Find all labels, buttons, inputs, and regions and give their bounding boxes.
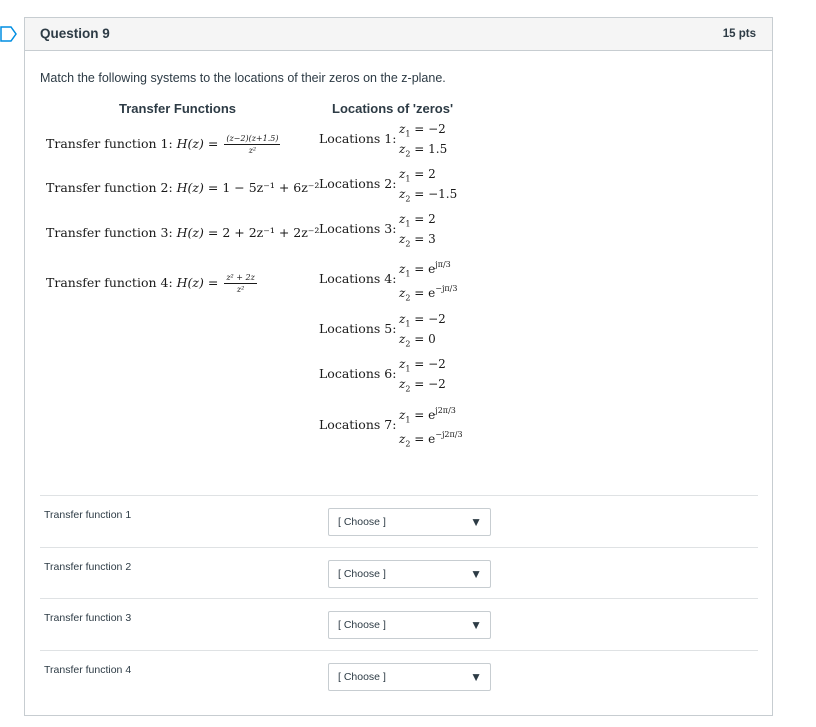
chevron-down-icon: ▼ bbox=[470, 670, 482, 684]
locations-heading: Locations of 'zeros' bbox=[332, 101, 454, 116]
tf1-lhs: H(z) = bbox=[176, 136, 219, 151]
row-divider bbox=[40, 495, 758, 496]
answer-3-selected: [ Choose ] bbox=[338, 619, 386, 631]
row-divider bbox=[40, 598, 758, 599]
transfer-functions-heading: Transfer Functions bbox=[119, 101, 237, 116]
location-4-z2: $z_2 = e^{-j\pi/3}$ bbox=[399, 284, 458, 303]
tf1-fraction bbox=[224, 133, 280, 156]
location-1-z1: $z_1 = -2$ bbox=[399, 122, 446, 139]
location-5-z1: $z_1 = -2$ bbox=[399, 312, 446, 329]
answer-1-select[interactable] bbox=[328, 508, 491, 536]
location-2-label: Locations 2: bbox=[319, 176, 397, 191]
tf3-expression: 2 + 2z⁻¹ + 2z⁻² bbox=[222, 225, 320, 240]
location-4-label: Locations 4: bbox=[319, 271, 397, 286]
answer-row-4-label: Transfer function 4 bbox=[44, 664, 132, 676]
chevron-down-icon: ▼ bbox=[470, 618, 482, 632]
location-7-z1: $z_1 = e^{j2\pi/3}$ bbox=[399, 406, 456, 425]
question-header bbox=[25, 18, 772, 51]
question-points: 15 pts bbox=[722, 28, 756, 40]
location-3-z1: $z_1 = 2$ bbox=[399, 212, 436, 229]
chevron-down-icon: ▼ bbox=[470, 567, 482, 581]
location-1-z2: $z_2 = 1.5$ bbox=[399, 142, 448, 159]
tf1-label: Transfer function 1: bbox=[46, 136, 173, 151]
tf4-fraction bbox=[224, 272, 257, 295]
location-3-z2: $z_2 = 3$ bbox=[399, 232, 436, 249]
answer-row-1-label: Transfer function 1 bbox=[44, 509, 132, 521]
location-7-label: Locations 7: bbox=[319, 417, 397, 432]
question-prompt: Match the following systems to the locations of their zeros on the z-plane. bbox=[40, 71, 446, 85]
tf1-denominator: z² bbox=[248, 146, 257, 155]
location-5-z2: $z_2 = 0$ bbox=[399, 332, 436, 349]
tf2-lhs: H(z) = bbox=[176, 180, 219, 195]
location-1-label: Locations 1: bbox=[319, 131, 397, 146]
location-3-label: Locations 3: bbox=[319, 221, 397, 236]
answer-4-select[interactable] bbox=[328, 663, 491, 691]
location-2-z1: $z_1 = 2$ bbox=[399, 167, 436, 184]
tf4-denominator: z² bbox=[236, 285, 245, 294]
location-5-label: Locations 5: bbox=[319, 321, 397, 336]
tf2-label: Transfer function 2: bbox=[46, 180, 173, 195]
tf2-expression: 1 − 5z⁻¹ + 6z⁻² bbox=[222, 180, 320, 195]
answer-2-selected: [ Choose ] bbox=[338, 568, 386, 580]
tf4-numerator: z² + 2z bbox=[226, 273, 255, 282]
location-6-label: Locations 6: bbox=[319, 366, 397, 381]
tf4-label: Transfer function 4: bbox=[46, 275, 173, 290]
question-title: Question 9 bbox=[40, 26, 110, 41]
location-6-z1: $z_1 = -2$ bbox=[399, 357, 446, 374]
answer-1-selected: [ Choose ] bbox=[338, 516, 386, 528]
row-divider bbox=[40, 547, 758, 548]
answer-row-2-label: Transfer function 2 bbox=[44, 561, 132, 573]
tf4-lhs: H(z) = bbox=[176, 275, 219, 290]
row-divider bbox=[40, 650, 758, 651]
location-6-z2: $z_2 = -2$ bbox=[399, 377, 446, 394]
location-7-z2: $z_2 = e^{-j2\pi/3}$ bbox=[399, 430, 463, 449]
answer-3-select[interactable] bbox=[328, 611, 491, 639]
bookmark-flag-icon[interactable] bbox=[0, 26, 18, 42]
answer-4-selected: [ Choose ] bbox=[338, 671, 386, 683]
transfer-function-3 bbox=[46, 225, 319, 240]
tf3-lhs: H(z) = bbox=[176, 225, 219, 240]
transfer-function-1 bbox=[46, 133, 280, 156]
transfer-function-2 bbox=[46, 180, 319, 195]
answer-2-select[interactable] bbox=[328, 560, 491, 588]
transfer-function-4 bbox=[46, 272, 257, 295]
location-2-z2: $z_2 = -1.5$ bbox=[399, 187, 458, 204]
location-4-z1: $z_1 = e^{j\pi/3}$ bbox=[399, 260, 451, 279]
chevron-down-icon: ▼ bbox=[470, 515, 482, 529]
answer-row-3-label: Transfer function 3 bbox=[44, 612, 132, 624]
question-card bbox=[24, 17, 773, 716]
tf3-label: Transfer function 3: bbox=[46, 225, 173, 240]
tf1-numerator: (z−2)(z+1.5) bbox=[226, 134, 279, 143]
